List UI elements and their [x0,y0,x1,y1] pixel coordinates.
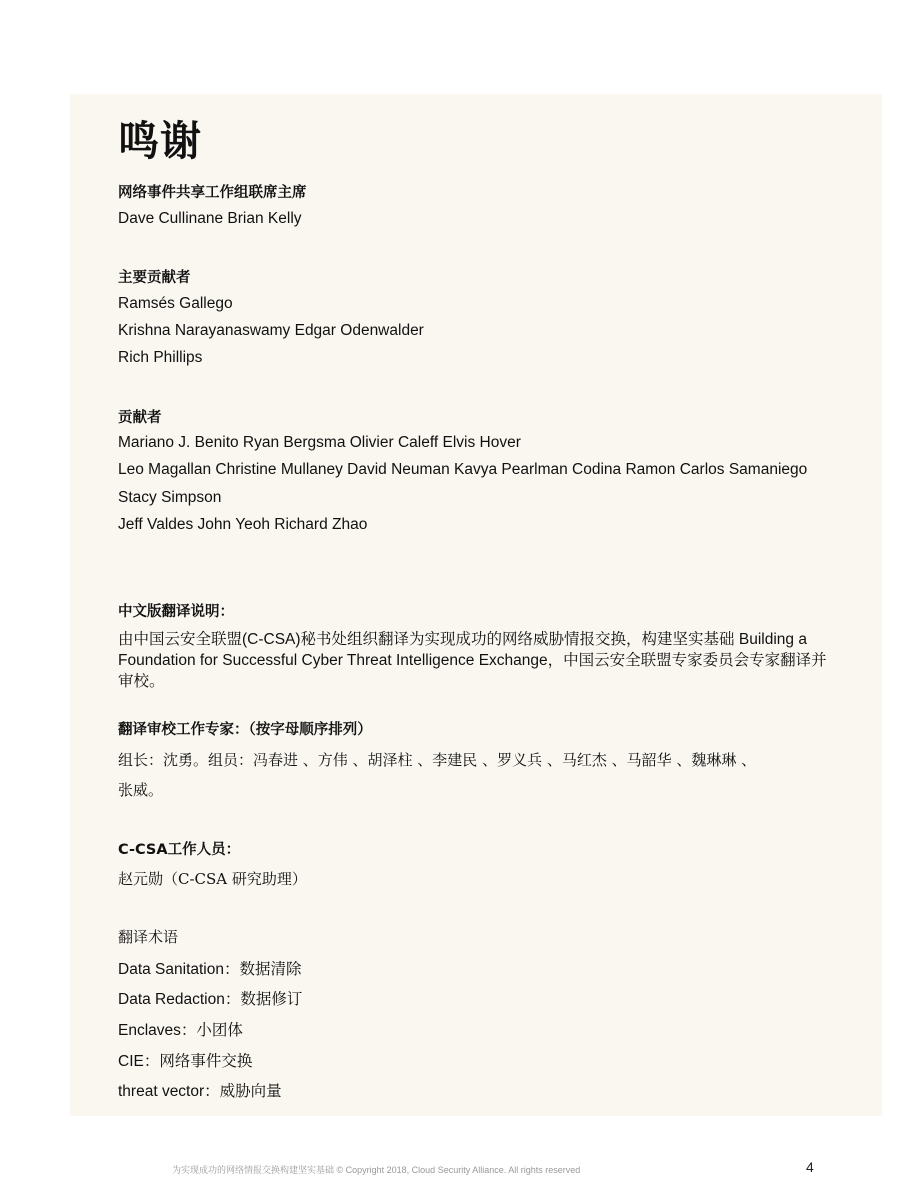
staff-line: 赵元勋（C-CSA 研究助理） [118,870,307,888]
contributors-line: Mariano J. Benito Ryan Bergsma Olivier Caleff Elvis Hover [118,434,521,451]
glossary-heading: 翻译术语 [118,928,179,946]
footer-copyright: 为实现成功的网络情报交换构建坚实基础 © Copyright 2018, Cloud Security Alliance. All rights reserved [172,1165,581,1175]
reviewers-line: 张威。 [118,781,164,799]
cochairs-heading: 网络事件共享工作组联席主席 [118,185,307,201]
contributors-line: Stacy Simpson [118,489,222,506]
staff-heading: C-CSA工作人员： [118,842,241,858]
lead-contributors-line: Rich Phillips [118,349,203,366]
glossary-item: Data Redaction：数据修订 [118,991,303,1008]
glossary-item: threat vector：威胁向量 [118,1083,282,1100]
glossary-item: CIE：网络事件交换 [118,1053,253,1070]
reviewers-heading: 翻译审校工作专家：（按字母顺序排列） [118,722,372,738]
page-number: 4 [806,1159,814,1175]
glossary-item: Data Sanitation：数据清除 [118,961,302,978]
contributors-line: Leo Magallan Christine Mullaney David Neuman Kavya Pearlman Codina Ramon Carlos Samaniego [118,461,808,478]
contributors-line: Jeff Valdes John Yeoh Richard Zhao [118,516,368,533]
lead-contributors-line: Ramsés Gallego [118,295,233,312]
page-title: 鸣谢 [118,117,202,165]
cochairs-names: Dave Cullinane Brian Kelly [118,210,302,227]
reviewers-line: 组长：沈勇。组员：冯春进 、方伟 、胡泽柱 、李建民 、罗义兵 、马红杰 、马韶华 、魏琳琳 、 [118,751,757,769]
translation-note-heading: 中文版翻译说明： [118,604,234,620]
glossary-item: Enclaves：小团体 [118,1022,243,1039]
translation-note-body: 由中国云安全联盟(C-CSA)秘书处组织翻译为实现成功的网络威胁情报交换，构建坚实基础 Building a Foundation for Successful Cyber Threat Intelligence Exchange，中国云安全联盟专家委员会专家翻译并审校。 [118,631,827,690]
lead-contributors-heading: 主要贡献者 [118,270,191,286]
contributors-heading: 贡献者 [118,410,162,426]
lead-contributors-line: Krishna Narayanaswamy Edgar Odenwalder [118,322,424,339]
